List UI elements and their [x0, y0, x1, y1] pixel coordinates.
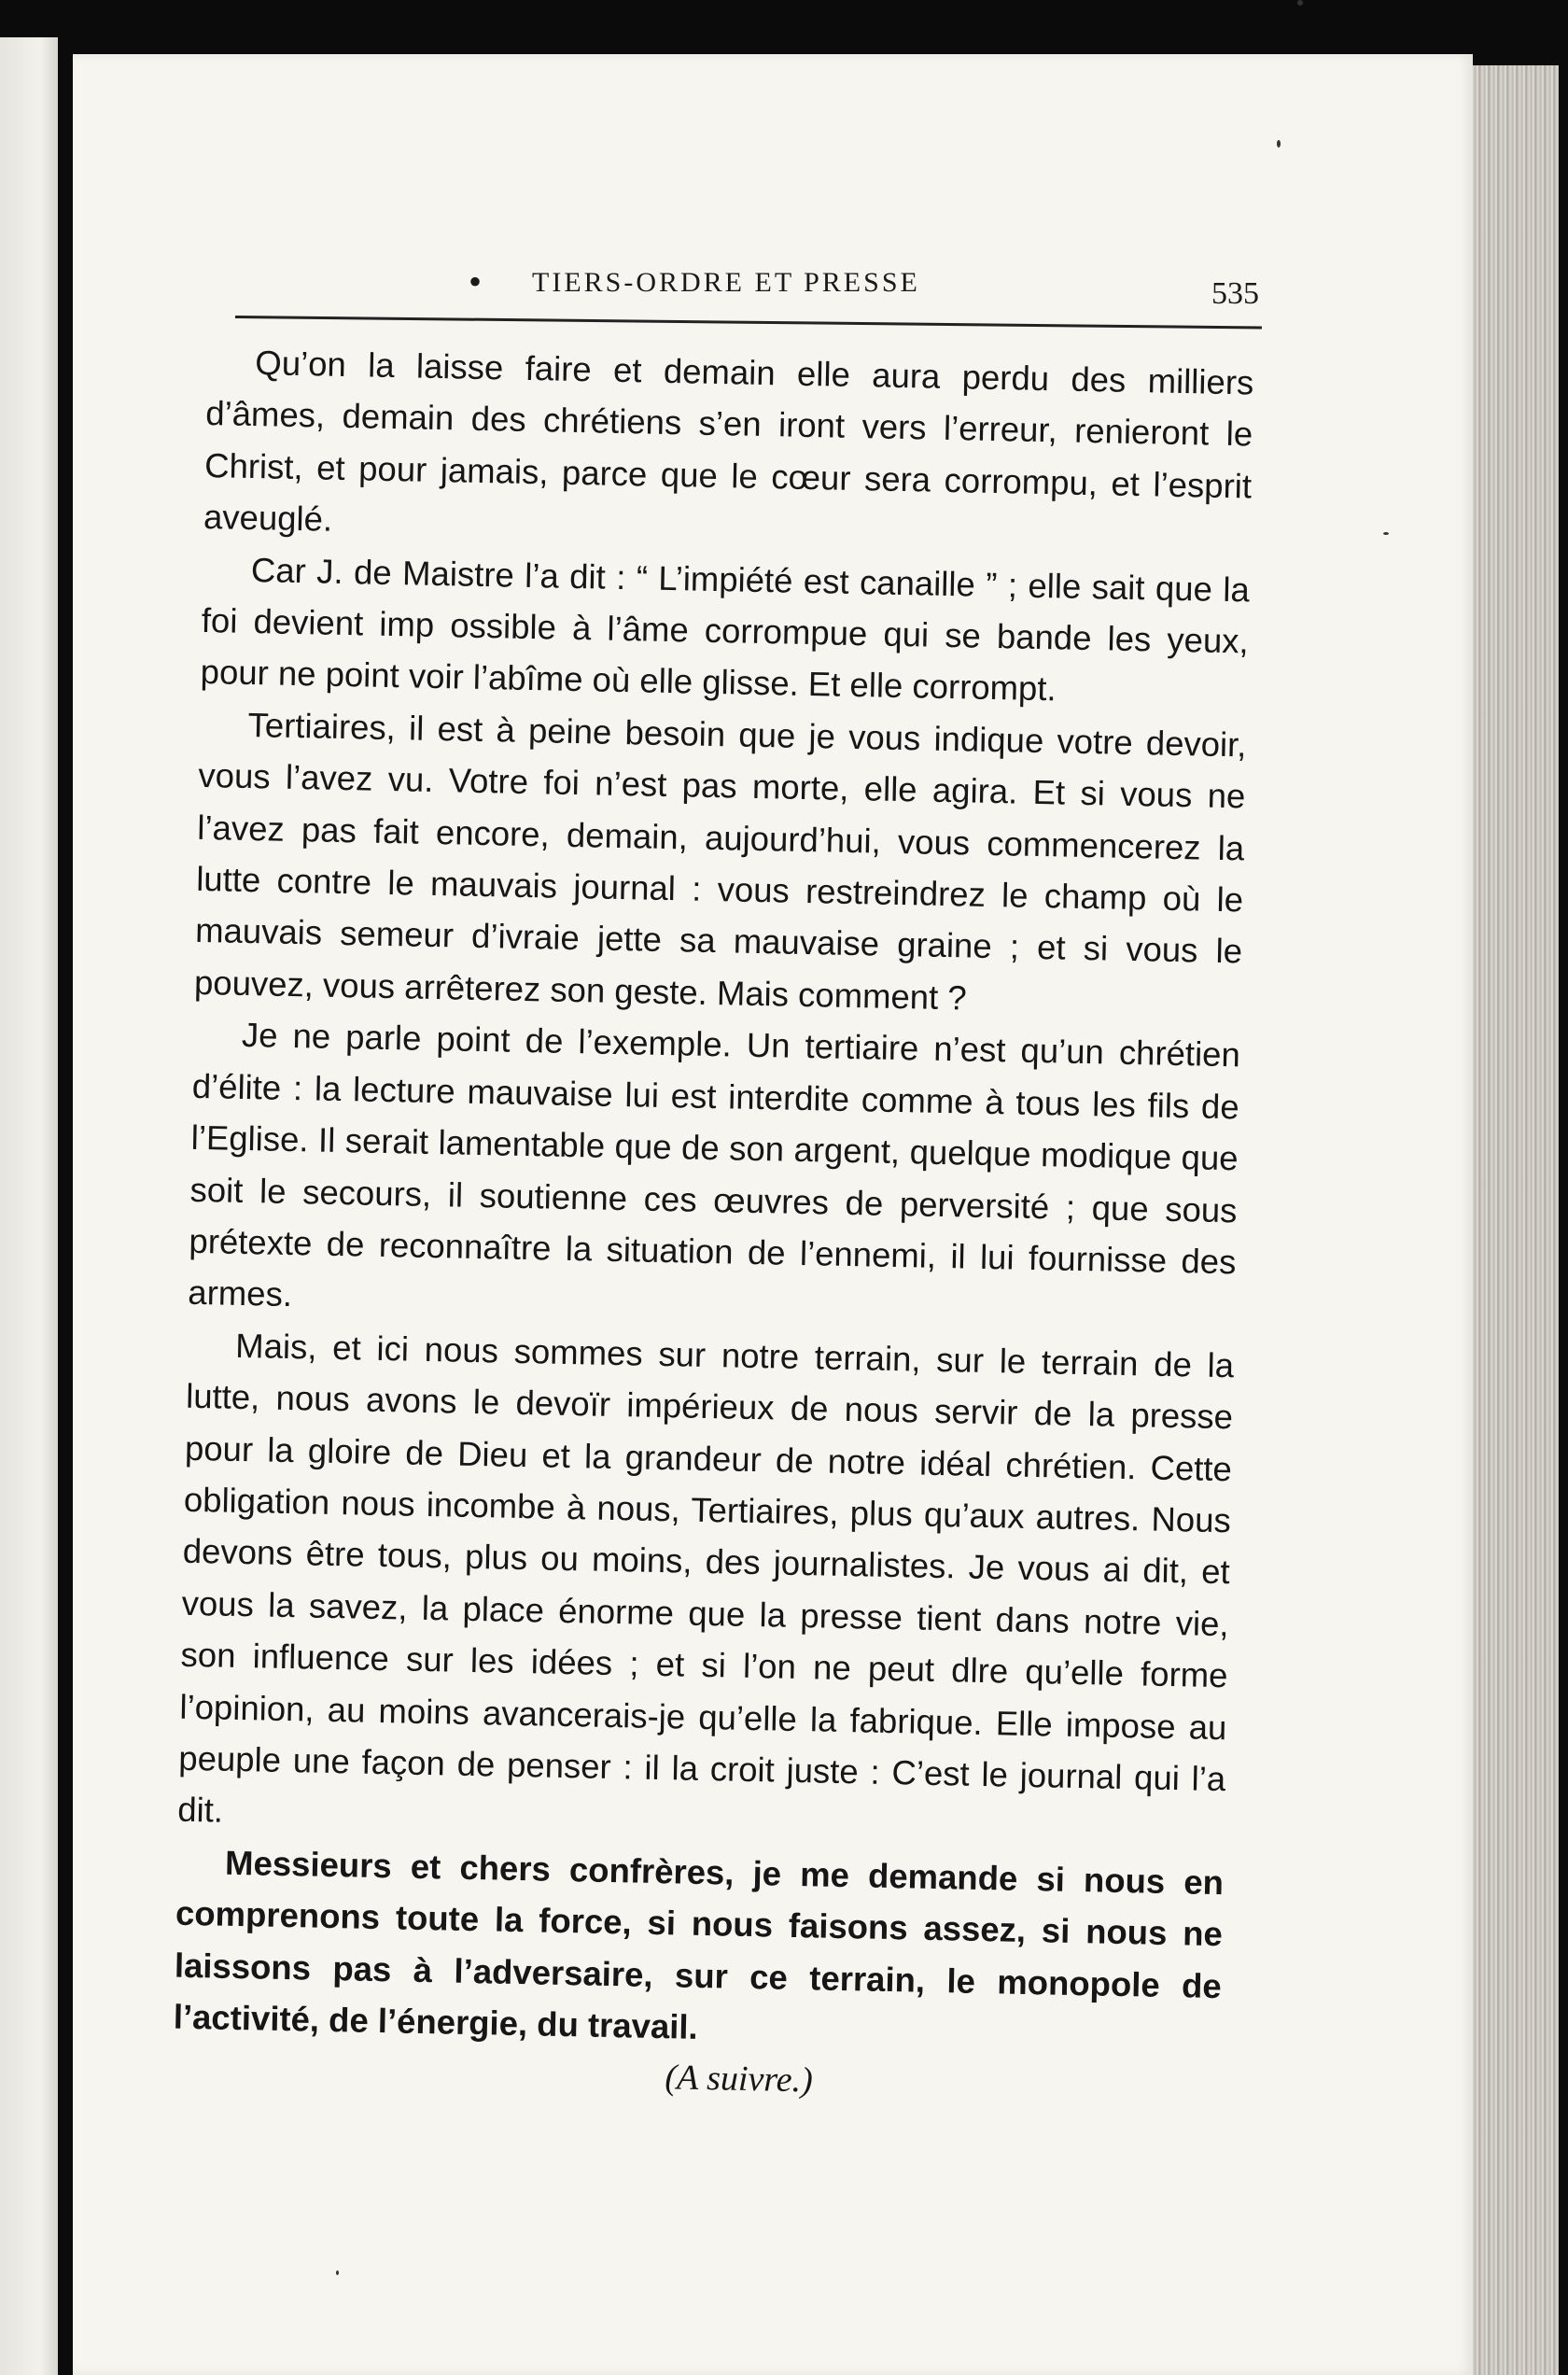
page-stack-edges — [1473, 65, 1559, 2375]
scan-speck — [1297, 0, 1303, 6]
scan-speck — [336, 2270, 339, 2275]
page-header — [233, 261, 1260, 317]
scan-speck — [1277, 140, 1281, 148]
page-number: 535 — [1211, 276, 1259, 311]
paragraph: Je ne parle point de l’exemple. Un tertiaire n’est qu’un chrétien d’élite : la lecture mauvaise lui est interdite comme à tous les fils de l’Eglise. Il serait lamentable que de son argent, quelque modique que soit le secours, il soutienne ces œuvres de perversité ; que sous prétexte de reconnaître la situation de l’ennemi, il lui fournisse des armes. — [188, 1016, 1241, 1314]
paragraph: Tertiaires, il est à peine besoin que je vous indique votre devoir, vous l’avez vu. Votre foi n’est pas morte, elle agira. Et si vous ne l’avez pas fait encore, demain, aujourd’hui, vous commencerez la lutte contre le mauvais journal : vous restreindrez le champ où le mauvais semeur d’ivraie jette sa mauvaise graine ; et si vous le pouvez, vous arrêterez son geste. Mais comment ? — [193, 705, 1247, 1018]
paragraph: Mais, et ici nous sommes sur notre terrain, sur le terrain de la lutte, nous avons le devoïr impérieux de nous servir de la presse pour la gloire de Dieu et la grandeur de notre idéal chrétien. Cette obligation nous incombe à nous, Tertiaires, plus qu’aux autres. Nous devons être tous, plus ou moins, des journalistes. Je vous ai dit, et vous la savez, la place énorme que la presse tient dans notre vie, son influence sur les idées ; et si l’on ne peut dlre qu’elle forme l’opinion, au moins avancerais-je qu’elle la fabrique. Elle impose au peuple une façon de penser : il la croit juste : C’est le journal qui l’a dit. — [176, 1326, 1235, 1831]
header-ornament: • — [469, 260, 483, 302]
body-text — [172, 336, 1254, 2115]
paragraph-bold: Messieurs et chers confrères, je me demande si nous en comprenons toute la force, si nous faisons assez, si nous ne laissons pas à l’adversaire, sur ce terrain, le monopole de l’activité, de l’énergie, du travail. — [173, 1843, 1225, 2046]
paragraph: Qu’on la laisse faire et demain elle aura perdu des milliers d’âmes, demain des chrétiens s’en iront vers l’erreur, renieront le Christ, et pour jamais, parce que le cœur sera corrompu, et l’esprit aveuglé. — [203, 344, 1254, 539]
paragraph: Car J. de Maistre l’a dit : “ L’impiété est canaille ” ; elle sait que la foi devient imp ossible à l’âme corrompue qui se bande les yeux, pour ne point voir l’abîme où elle glisse. Et elle corrompt. — [200, 550, 1251, 709]
scan-speck — [1383, 532, 1389, 535]
to-be-continued: (A suivre.) — [665, 2058, 814, 2101]
facing-page-edge — [0, 37, 58, 2375]
running-title: TIERS-ORDRE ET PRESSE — [532, 267, 920, 298]
